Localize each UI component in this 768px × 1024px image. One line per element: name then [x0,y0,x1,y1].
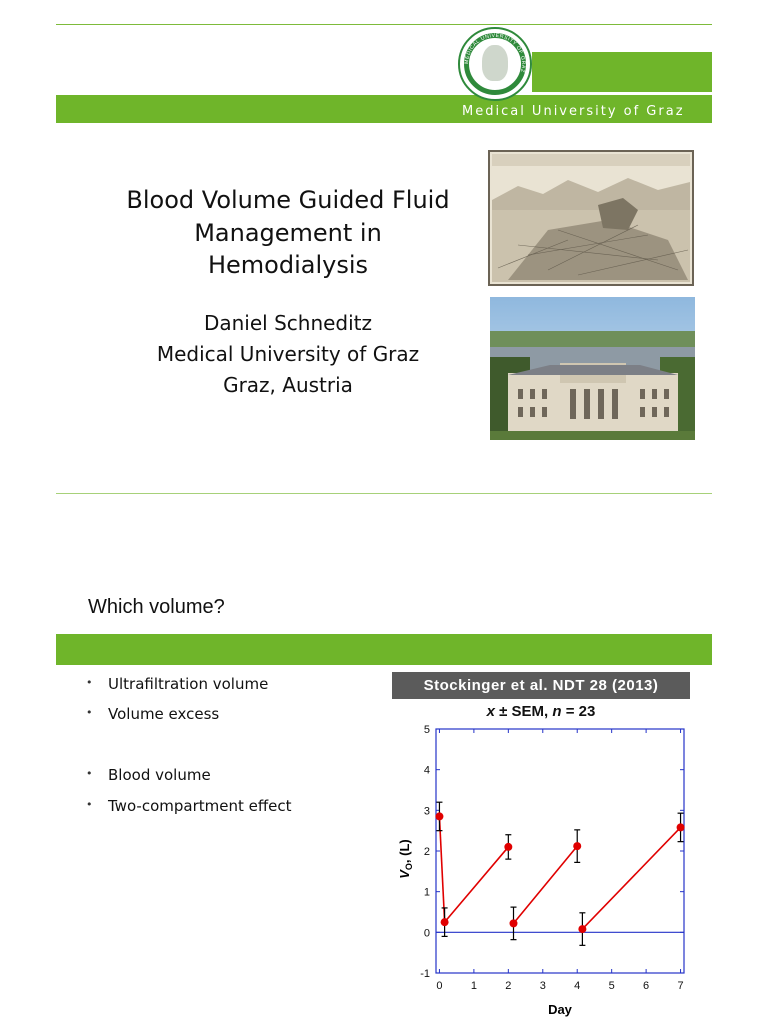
x-tick-label: 0 [436,980,443,992]
y-tick-label: 0 [423,927,430,940]
data-point [441,918,449,926]
y-tick-label: -1 [420,968,430,980]
y-tick-label: 2 [423,846,430,858]
data-point [677,823,685,831]
data-point [504,843,512,851]
x-tick-label: 2 [505,980,512,992]
series-line-segment [582,827,680,929]
series-line-segment [439,816,444,922]
header-green-bar [532,52,712,92]
x-tick-label: 7 [677,980,684,992]
author-location: Graz, Austria [223,373,353,397]
chart-title: x ± SEM, n = 23 [486,703,596,720]
y-tick-label: 4 [423,764,430,777]
data-point [435,812,443,820]
citation-label: Stockinger et al. NDT 28 (2013) [392,672,690,699]
university-building-photo [490,297,695,440]
data-point [510,919,518,927]
plot-frame [436,729,684,973]
author-name: Daniel Schneditz [203,311,373,335]
top-divider [56,24,712,25]
svg-text:MEDICAL UNIVERSITY OF GRAZ: MEDICAL UNIVERSITY OF GRAZ [463,32,527,74]
author-affiliation: Medical University of Graz [156,342,420,366]
historic-city-engraving [488,150,694,286]
data-point [573,842,581,850]
university-seal-logo [458,27,532,101]
x-tick-label: 4 [574,980,581,992]
x-tick-label: 1 [470,980,477,992]
series-line-segment [445,847,509,922]
author-block [100,308,476,401]
data-point [578,925,586,933]
y-tick-label: 3 [423,805,430,818]
y-axis-label: $V_O$, (L) [397,839,414,879]
slide-green-band [56,634,712,665]
x-axis-label: Day [548,1002,572,1017]
slide-separator [56,493,712,494]
slide-title: Which volume? [88,596,225,618]
university-banner-text: Medical University of Graz [462,104,685,119]
x-tick-label: 6 [643,980,650,992]
y-tick-label: 1 [423,886,430,899]
x-tick-label: 5 [608,980,615,992]
series-line-segment [514,846,578,923]
presentation-title: Blood Volume Guided Fluid Management in Hemodialysis [126,186,450,280]
y-tick-label: 5 [423,724,430,736]
x-tick-label: 3 [539,980,546,992]
